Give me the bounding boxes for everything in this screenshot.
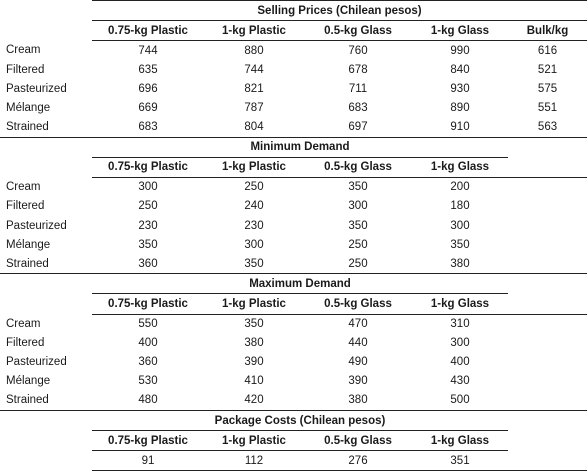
table-cell: 240: [244, 200, 264, 213]
table-cell: 711: [348, 82, 368, 95]
table-cell: 350: [348, 219, 368, 232]
column-header: 0.5-kg Glass: [304, 21, 412, 41]
table-cell: 200: [450, 181, 470, 194]
row-label: Mélange: [6, 238, 51, 251]
column-header: 1-kg Glass: [412, 21, 508, 41]
table-cell: 350: [244, 318, 264, 331]
table-cell: 500: [450, 394, 470, 407]
table-row: [0, 254, 587, 274]
table-cell: 250: [244, 181, 264, 194]
column-header-row: [0, 294, 587, 314]
column-header: 0.75-kg Plastic: [92, 21, 204, 41]
section-title-row: [0, 274, 587, 294]
row-label: Strained: [6, 394, 49, 407]
section-title: Selling Prices (Chilean pesos): [92, 1, 587, 21]
section-title-row: [0, 137, 587, 157]
table-row: [0, 451, 587, 471]
column-header: 0.75-kg Plastic: [92, 431, 204, 451]
row-label: Mélange: [6, 375, 51, 388]
table-cell: 351: [412, 451, 508, 471]
section-title: Minimum Demand: [92, 137, 508, 157]
table-cell: 521: [537, 63, 558, 76]
row-label: Cream: [6, 44, 41, 57]
table-row: [0, 197, 587, 216]
column-header: 0.75-kg Plastic: [92, 157, 204, 177]
table-cell: 400: [138, 337, 158, 350]
table-row: [0, 118, 587, 138]
column-header: 0.5-kg Glass: [304, 294, 412, 314]
table-cell: 380: [244, 337, 264, 350]
table-row: [0, 41, 587, 61]
table-cell: 230: [244, 219, 264, 232]
table-cell: 410: [244, 375, 264, 388]
table-cell: 400: [450, 356, 470, 369]
table-cell: 669: [138, 102, 158, 115]
table-cell: 635: [138, 63, 158, 76]
table-cell: 930: [450, 82, 470, 95]
table-cell: 250: [138, 200, 158, 213]
section-title: Package Costs (Chilean pesos): [92, 410, 508, 430]
table-cell: 890: [450, 102, 470, 115]
table-cell: 430: [450, 375, 470, 388]
table-cell: 683: [348, 102, 368, 115]
column-header-row: [0, 21, 587, 41]
table-cell: 616: [537, 44, 558, 57]
row-label: Pasteurized: [6, 356, 67, 369]
table-cell: 390: [348, 375, 368, 388]
table-row: [0, 216, 587, 235]
section-title-row: [0, 410, 587, 430]
table-cell: 380: [348, 394, 368, 407]
table-cell: 112: [204, 451, 304, 471]
column-header: 0.5-kg Glass: [304, 431, 412, 451]
table-row: [0, 79, 587, 98]
table-cell: 744: [244, 63, 264, 76]
table-cell: 276: [304, 451, 412, 471]
column-header: 1-kg Glass: [412, 157, 508, 177]
table-row: [0, 98, 587, 117]
table-cell: 678: [348, 63, 368, 76]
table-cell: 744: [138, 44, 158, 57]
column-header: 1-kg Plastic: [204, 431, 304, 451]
column-header: 1-kg Plastic: [204, 157, 304, 177]
table-cell: 990: [450, 44, 470, 57]
row-label: Filtered: [6, 63, 45, 76]
table-cell: 91: [92, 451, 204, 471]
row-label: Pasteurized: [6, 82, 67, 95]
table-cell: 360: [138, 257, 158, 270]
section-title: Maximum Demand: [92, 274, 508, 294]
table-cell: 300: [138, 181, 158, 194]
section-title-row: [0, 1, 587, 21]
table-cell: 350: [348, 181, 368, 194]
table-cell: 310: [450, 318, 470, 331]
row-label: Filtered: [6, 337, 45, 350]
table-cell: 760: [348, 44, 368, 57]
column-header: 1-kg Plastic: [204, 294, 304, 314]
table-cell: 563: [537, 121, 558, 134]
table-cell: 300: [348, 200, 368, 213]
table-cell: 840: [450, 63, 470, 76]
table-cell: 350: [244, 257, 264, 270]
table-row: [0, 177, 587, 197]
table-cell: 480: [138, 394, 158, 407]
table-row: [0, 372, 587, 391]
row-label: Strained: [6, 121, 49, 134]
table-cell: 530: [138, 375, 158, 388]
table-cell: 350: [138, 238, 158, 251]
row-label: Mélange: [6, 102, 51, 115]
column-header: 1-kg Glass: [412, 431, 508, 451]
table-cell: 300: [244, 238, 264, 251]
table-cell: 250: [348, 257, 368, 270]
column-header: 0.75-kg Plastic: [92, 294, 204, 314]
column-header: Bulk/kg: [508, 21, 587, 41]
table-cell: 551: [537, 102, 558, 115]
table-cell: 230: [138, 219, 158, 232]
column-header-row: [0, 157, 587, 177]
column-header: 1-kg Plastic: [204, 21, 304, 41]
table-cell: 550: [138, 318, 158, 331]
table-cell: 490: [348, 356, 368, 369]
table-row: [0, 353, 587, 372]
table-row: [0, 334, 587, 353]
table-cell: 696: [138, 82, 158, 95]
table-cell: 300: [450, 337, 470, 350]
row-label: Filtered: [6, 200, 45, 213]
table-cell: 880: [244, 44, 264, 57]
row-label: Strained: [6, 257, 49, 270]
table-cell: 787: [244, 102, 264, 115]
column-header: 1-kg Glass: [412, 294, 508, 314]
column-header-row: [0, 431, 587, 451]
table-row: [0, 235, 587, 254]
table-cell: 180: [450, 200, 470, 213]
table-cell: 821: [244, 82, 264, 95]
table-cell: 804: [244, 121, 264, 134]
table-cell: 683: [138, 121, 158, 134]
row-label: Cream: [6, 317, 41, 330]
table-cell: 910: [450, 121, 470, 134]
table-row: [0, 60, 587, 79]
table-cell: 697: [348, 121, 368, 134]
row-label: Pasteurized: [6, 219, 67, 232]
table-cell: 420: [244, 394, 264, 407]
table-row: [0, 314, 587, 334]
table-cell: 350: [450, 238, 470, 251]
table-row: [0, 391, 587, 411]
table-cell: 300: [450, 219, 470, 232]
table-cell: 390: [244, 356, 264, 369]
table-cell: 575: [537, 82, 558, 95]
table-cell: 470: [348, 318, 368, 331]
column-header: 0.5-kg Glass: [304, 157, 412, 177]
row-label: Cream: [6, 181, 41, 194]
table-cell: 380: [450, 257, 470, 270]
table-cell: 250: [348, 238, 368, 251]
table-cell: 440: [348, 337, 368, 350]
table-cell: 360: [138, 356, 158, 369]
